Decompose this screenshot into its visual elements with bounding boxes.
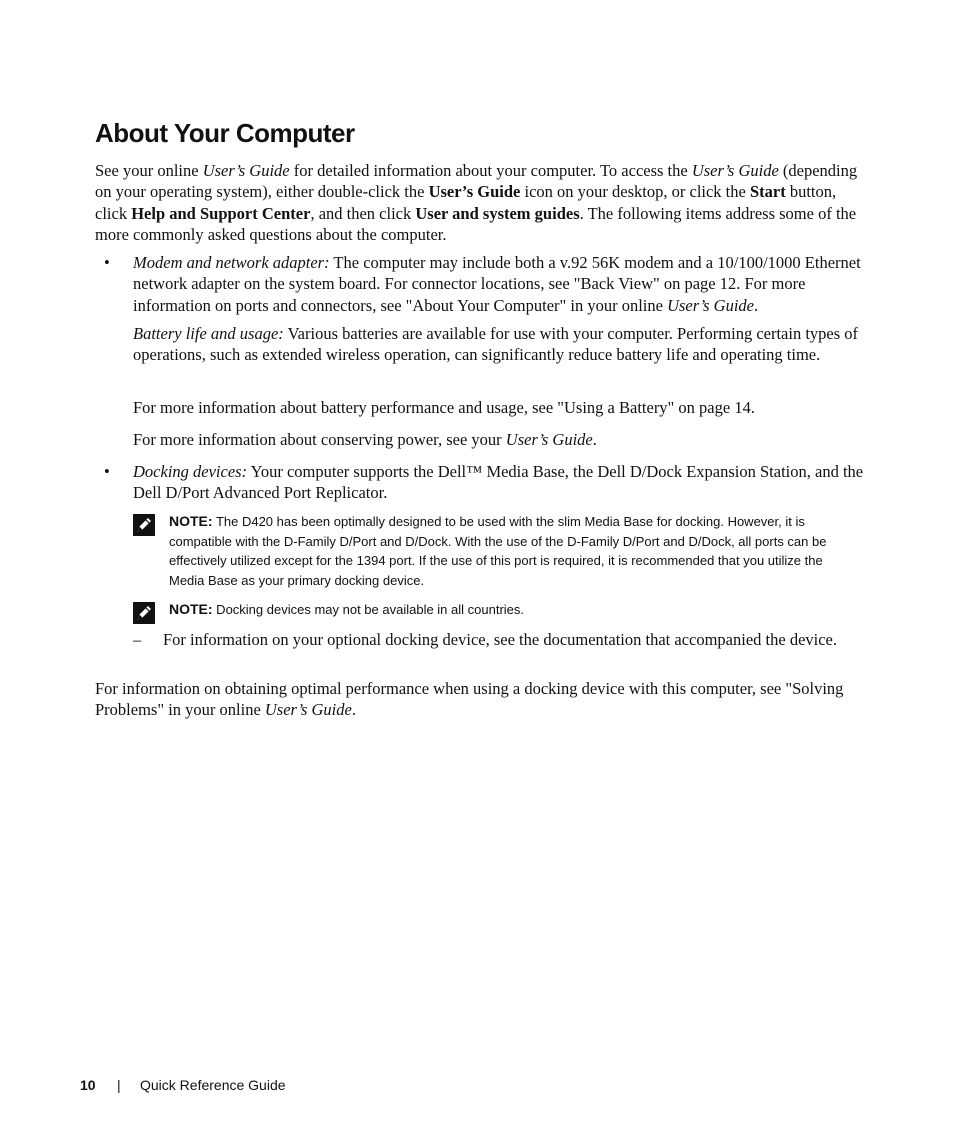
help-support-center-name: Help and Support Center: [131, 203, 311, 223]
power-text: For more information about conserving power, see your: [133, 430, 506, 449]
start-button-name: Start: [749, 182, 786, 202]
battery-label: Battery life and usage:: [133, 324, 284, 343]
intro-text: button, click: [95, 182, 837, 223]
users-guide-icon-name: User’s Guide: [428, 182, 521, 202]
page-title: About Your Computer: [95, 118, 355, 148]
page-number: 10: [80, 1077, 96, 1093]
dash-item-paragraph: For information on your optional docking device, see the documentation that accompanied the device.: [163, 630, 838, 649]
intro-text: for detailed information about your computer. To access the: [289, 161, 692, 180]
modem-label: Modem and network adapter:: [133, 253, 330, 272]
dash-marker: –: [133, 630, 142, 649]
modem-text: The computer may include both a v.92 56K modem and a 10/100/1000 Ethernet network adapter on the system board. For connector locations, see "Back View" on page 12. For more information on ports and connectors, see "About Your Computer" in your online: [133, 253, 861, 315]
users-guide-ref: User’s Guide: [691, 161, 779, 180]
note-pencil-icon: [133, 602, 155, 624]
footer-separator: |: [117, 1077, 121, 1093]
note-label: NOTE:: [169, 513, 213, 529]
footer-title: Quick Reference Guide: [140, 1077, 286, 1093]
note-text: [169, 600, 859, 620]
intro-text: icon on your desktop, or click the: [520, 182, 750, 202]
intro-paragraph: [95, 160, 865, 245]
note-label: NOTE:: [169, 601, 213, 617]
user-system-guides-name: User and system guides: [415, 203, 580, 223]
intro-text: , and then click: [310, 203, 416, 223]
users-guide-ref: User’s Guide: [505, 430, 593, 449]
modem-paragraph: [133, 252, 865, 316]
note-content: Docking devices may not be available in all countries.: [212, 602, 525, 617]
power-paragraph: [133, 429, 865, 450]
bullet-marker: •: [104, 253, 110, 272]
battery-paragraph: [133, 323, 865, 366]
docking-text: Your computer supports the Dell™ Media Base, the Dell D/Dock Expansion Station, and the Dell D/Port Advanced Port Replicator.: [133, 462, 864, 503]
closing-text: .: [351, 700, 356, 720]
intro-text: (depending on your operating system), either double-click the: [95, 161, 858, 202]
intro-text: . The following items address some of the more commonly asked questions about the computer.: [95, 203, 857, 244]
closing-paragraph: [95, 678, 865, 721]
users-guide-ref: User’s Guide: [264, 700, 352, 720]
users-guide-ref: User’s Guide: [667, 295, 755, 315]
bullet-marker: •: [104, 462, 110, 481]
intro-text: See your online: [95, 161, 203, 180]
closing-text: For information on obtaining optimal performance when using a docking device with this computer, see "Solving Problems" in your online: [95, 679, 844, 720]
modem-text: .: [754, 295, 759, 315]
power-text: .: [592, 430, 597, 449]
note-text: [169, 512, 859, 590]
battery-more-paragraph: For more information about battery performance and usage, see "Using a Battery" on page 14.: [133, 398, 755, 417]
note-content: The D420 has been optimally designed to be used with the slim Media Base for docking. However, it is compatible with the D-Family D/Port and D/Dock. With the use of the D-Family D/Port and D/Dock, all ports can be effectively utilized except for the 1394 port. If the use of this port is required, it is recommended that you utilize the Media Base as your primary docking device.: [169, 514, 827, 588]
battery-text: Various batteries are available for use with your computer. Performing certain types of operations, such as extended wireless operation, can significantly reduce battery life and operating time.: [133, 324, 859, 365]
docking-label: Docking devices:: [133, 462, 248, 481]
users-guide-ref: User’s Guide: [202, 161, 290, 180]
note-pencil-icon: [133, 514, 155, 536]
docking-paragraph: [133, 461, 865, 504]
